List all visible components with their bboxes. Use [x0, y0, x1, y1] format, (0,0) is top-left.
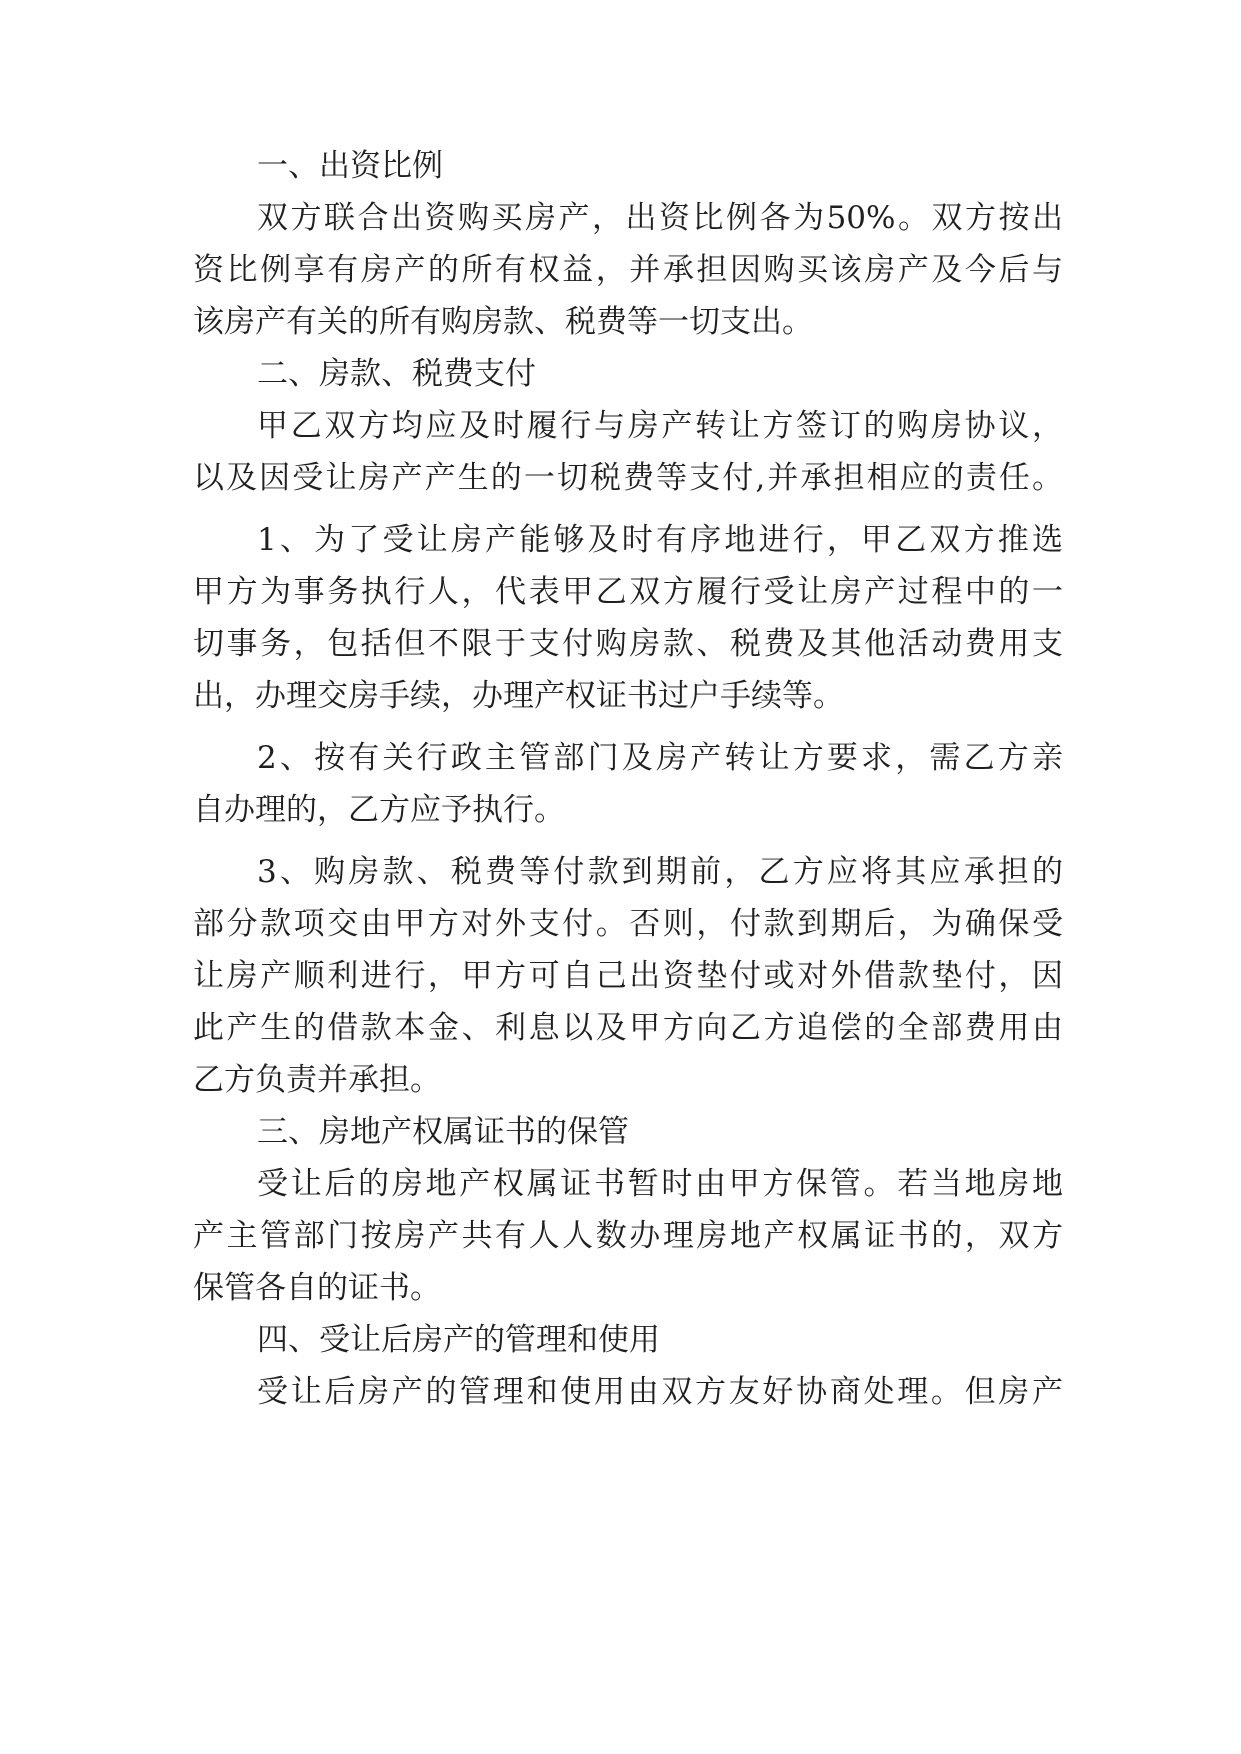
paragraph-line: 该房产有关的所有购房款、税费等一切支出。 — [193, 304, 813, 340]
paragraph-line: 切事务，包括但不限于支付购房款、税费及其他活动费用支 — [193, 626, 1063, 662]
paragraph-line: 受让后房产的管理和使用由双方友好协商处理。但房产 — [257, 1374, 1063, 1410]
paragraph-line: 资比例享有房产的所有权益，并承担因购买该房产及今后与 — [193, 252, 1063, 288]
paragraph-line: 保管各自的证书。 — [193, 1270, 441, 1306]
paragraph-line: 2、按有关行政主管部门及房产转让方要求，需乙方亲 — [257, 740, 1063, 776]
paragraph-line: 双方联合出资购买房产，出资比例各为50%。双方按出 — [257, 200, 1063, 236]
paragraph-line: 此产生的借款本金、利息以及甲方向乙方追偿的全部费用由 — [193, 1010, 1063, 1046]
paragraph-line: 甲乙双方均应及时履行与房产转让方签订的购房协议， — [257, 408, 1063, 444]
paragraph-line: 让房产顺利进行，甲方可自己出资垫付或对外借款垫付，因 — [193, 958, 1063, 994]
paragraph-line: 出，办理交房手续，办理产权证书过户手续等。 — [193, 678, 844, 714]
paragraph-line: 自办理的，乙方应予执行。 — [193, 792, 565, 828]
paragraph-line: 乙方负责并承担。 — [193, 1062, 441, 1098]
section-heading-management-use: 四、受让后房产的管理和使用 — [257, 1322, 660, 1358]
paragraph-line: 产主管部门按房产共有人人数办理房地产权属证书的，双方 — [193, 1218, 1063, 1254]
paragraph-line: 部分款项交由甲方对外支付。否则，付款到期后，为确保受 — [193, 906, 1063, 942]
paragraph-line: 1、为了受让房产能够及时有序地进行，甲乙双方推选 — [257, 522, 1063, 558]
paragraph-line: 以及因受让房产产生的一切税费等支付,并承担相应的责任。 — [193, 460, 1063, 496]
paragraph-line: 3、购房款、税费等付款到期前，乙方应将其应承担的 — [257, 854, 1063, 890]
section-heading-payment: 二、房款、税费支付 — [257, 356, 536, 392]
paragraph-line: 甲方为事务执行人，代表甲乙双方履行受让房产过程中的一 — [193, 574, 1063, 610]
section-heading-certificate-custody: 三、房地产权属证书的保管 — [257, 1114, 629, 1150]
section-heading-capital-ratio: 一、出资比例 — [257, 148, 443, 184]
paragraph-line: 受让后的房地产权属证书暂时由甲方保管。若当地房地 — [257, 1166, 1063, 1202]
